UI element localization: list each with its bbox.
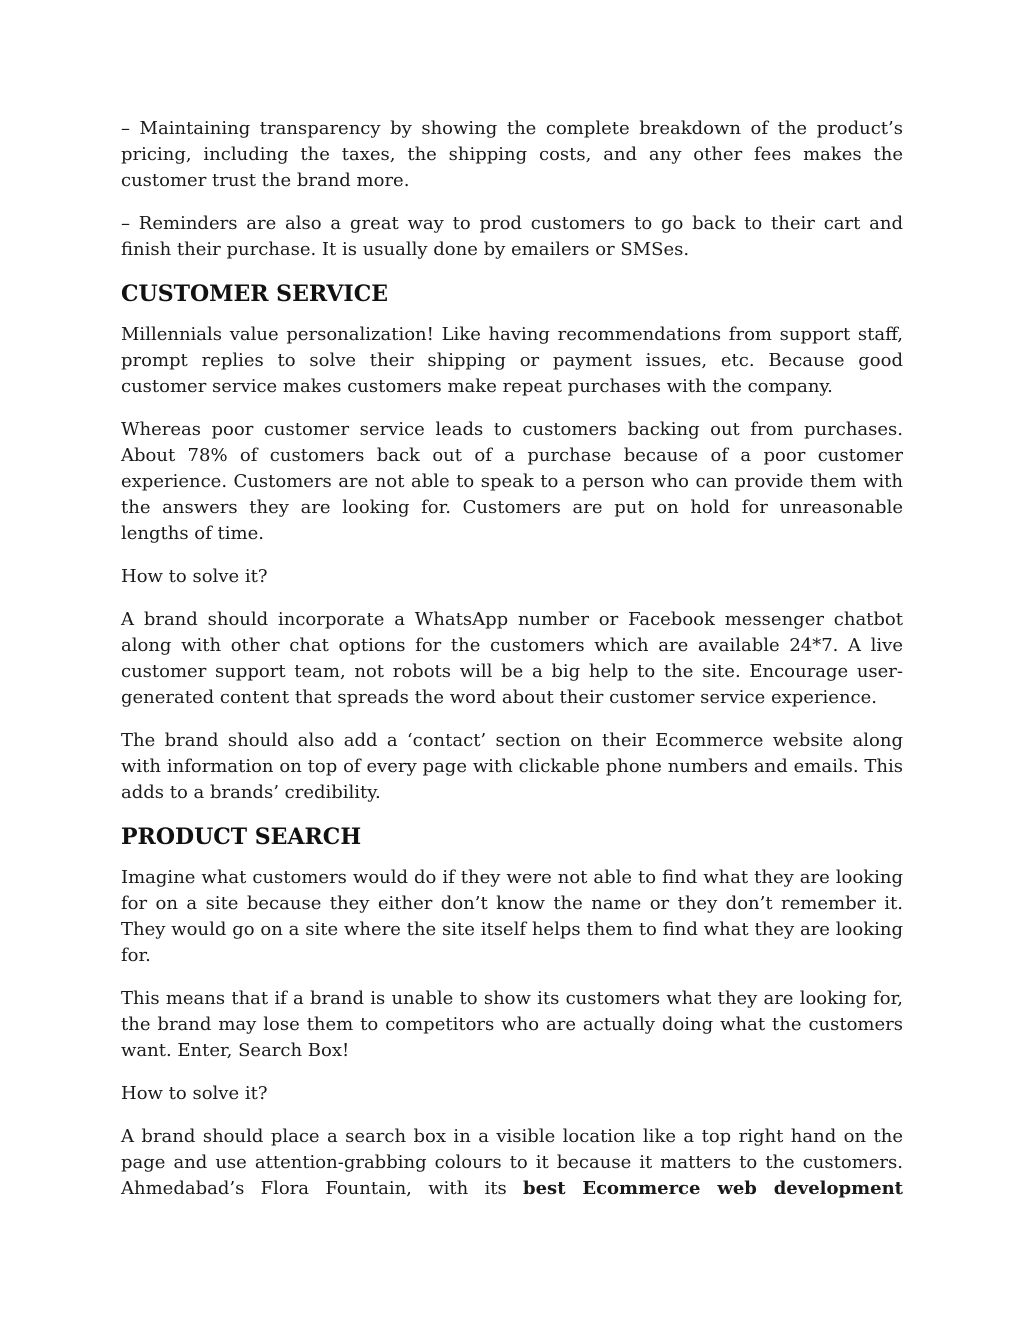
- reminders-paragraph: – Reminders are also a great way to prod customers to go back to their cart and finish their purchase. It is usually done by emailers or SMSes.: [121, 213, 903, 260]
- search-box-paragraph: [121, 1124, 903, 1202]
- find-products-paragraph: Imagine what customers would do if they were not able to find what they are looking for on a site because they either don’t know the name or they don’t remember it. They would go on a site where the site itself helps them to find what they are looking for.: [121, 867, 903, 966]
- product-search-heading: PRODUCT SEARCH: [121, 824, 362, 850]
- customer-service-heading: CUSTOMER SERVICE: [121, 281, 388, 307]
- personalization-paragraph: Millennials value personalization! Like having recommendations from support staff, prompt replies to solve their shipping or payment issues, etc. Because good customer service makes customers make repeat purchases with the company.: [121, 324, 903, 397]
- how-to-solve-label-2: How to solve it?: [121, 1083, 268, 1104]
- poor-service-paragraph: Whereas poor customer service leads to customers backing out from purchases. About 78% of customers back out of a purchase because of a poor customer experience. Customers are not able to speak to a person who can provide them with the answers they are looking for. Customers are put on hold for unreasonable lengths of time.: [121, 419, 903, 544]
- transparency-paragraph: – Maintaining transparency by showing the complete breakdown of the product’s pricing, including the taxes, the shipping costs, and any other fees makes the customer trust the brand more.: [121, 118, 903, 191]
- ecommerce-dev-bold-text: best Ecommerce web development: [523, 1178, 903, 1199]
- chat-options-paragraph: A brand should incorporate a WhatsApp number or Facebook messenger chatbot along with other chat options for the customers which are available 24*7. A live customer support team, not robots will be a big help to the site. Encourage user-generated content that spreads the word about their customer service experience.: [121, 609, 903, 708]
- contact-section-paragraph: The brand should also add a ‘contact’ section on their Ecommerce website along with information on top of every page with clickable phone numbers and emails. This adds to a brands’ credibility.: [121, 730, 903, 803]
- competitors-paragraph: This means that if a brand is unable to show its customers what they are looking for, the brand may lose them to competitors who are actually doing what the customers want. Enter, Search Box!: [121, 988, 903, 1061]
- search-box-text: A brand should place a search box in a visible location like a top right hand on the page and use attention-grabbing colours to it because it matters to the customers. Ahmedabad’s Flora Fountain, with its: [121, 1126, 903, 1199]
- how-to-solve-label: How to solve it?: [121, 566, 268, 587]
- document-page: [121, 116, 903, 1219]
